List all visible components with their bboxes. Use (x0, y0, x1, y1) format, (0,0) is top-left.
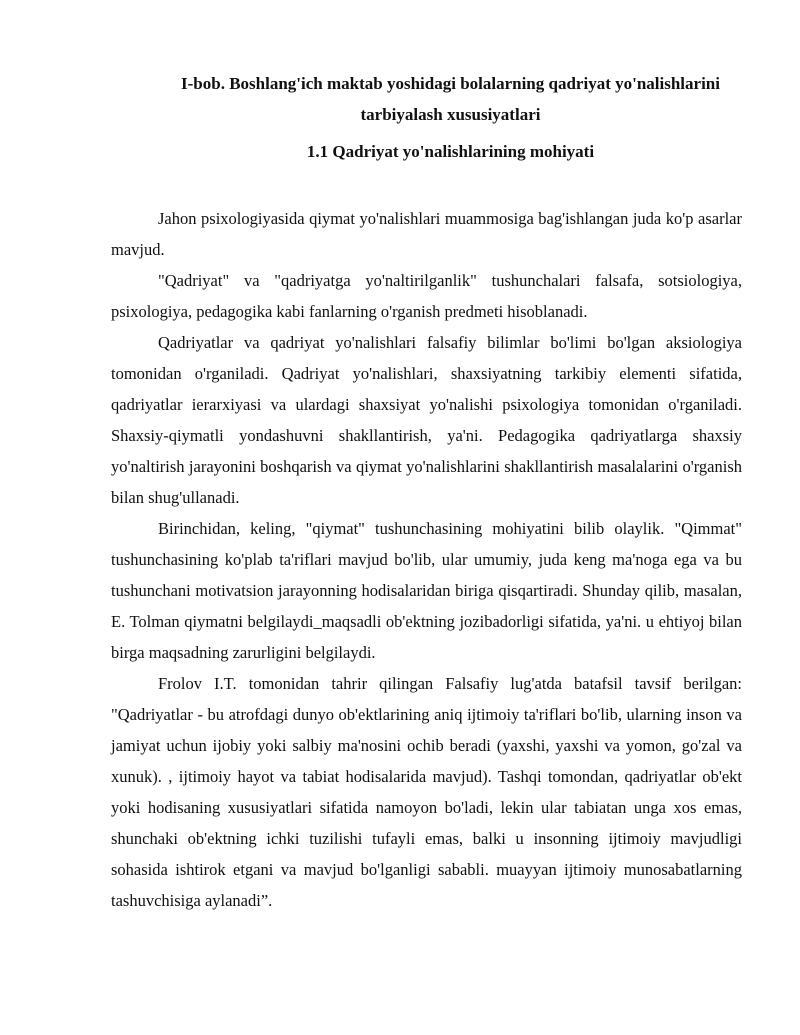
chapter-title-line-2: tarbiyalash xususiyatlari (360, 105, 541, 124)
document-body (111, 203, 742, 916)
paragraph: Frolov I.T. tomonidan tahrir qilingan Falsafiy lug'atda batafsil tavsif berilgan: "Qadriyatlar - bu atrofdagi dunyo ob'ektlarining aniq ijtimoiy ta'riflari bo'lib, ularning inson va jamiyat uchun ijobiy yoki salbiy ma'nosini ochib beradi (yaxshi, yaxshi va yomon, go'zal va xunuk). , ijtimoiy hayot va tabiat hodisalarida mavjud). Tashqi tomondan, qadriyatlar ob'ekt yoki hodisaning xususiyatlari sifatida namoyon bo'ladi, lekin ular tabiatan unga xos emas, shunchaki ob'ektning ichki tuzilishi tufayli emas, balki u insonning ijtimoiy mavjudligi sohasida ishtirok etgani va mavjud bo'lganligi sababli. muayyan ijtimoiy munosabatlarning tashuvchisiga aylanadi”. (111, 674, 742, 910)
chapter-title-line-1: I-bob. Boshlang'ich maktab yoshidagi bolalarning qadriyat yo'nalishlarini (181, 74, 720, 93)
document-page (111, 68, 742, 916)
paragraph: Jahon psixologiyasida qiymat yo'nalishlari muammosiga bag'ishlangan juda ko'p asarlar mavjud. (111, 209, 742, 259)
paragraph: "Qadriyat" va "qadriyatga yo'naltirilganlik" tushunchalari falsafa, sotsiologiya, psixologiya, pedagogika kabi fanlarning o'rganish predmeti hisoblanadi. (111, 271, 742, 321)
section-title: 1.1 Qadriyat yo'nalishlarining mohiyati (306, 142, 595, 161)
chapter-title (111, 68, 742, 130)
paragraph: Qadriyatlar va qadriyat yo'nalishlari falsafiy bilimlar bo'limi bo'lgan aksiologiya tomonidan o'rganiladi. Qadriyat yo'nalishlari, shaxsiyatning tarkibiy elementi sifatida, qadriyatlar ierarxiyasi va ulardagi shaxsiyat yo'nalishi psixologiya tomonidan o'rganiladi. Shaxsiy-qiymatli yondashuvni shakllantirish, ya'ni. Pedagogika qadriyatlarga shaxsiy yo'naltirish jarayonini boshqarish va qiymat yo'nalishlarini shakllantirish masalalarini o'rganish bilan shug'ullanadi. (111, 333, 742, 507)
paragraph: Birinchidan, keling, "qiymat" tushunchasining mohiyatini bilib olaylik. "Qimmat" tushunchasining ko'plab ta'riflari mavjud bo'lib, ular umumiy, juda keng ma'noga ega va bu tushunchani motivatsion jarayonning hodisalaridan biriga qisqartiradi. Shunday qilib, masalan, E. Tolman qiymatni belgilaydi_maqsadli ob'ektning jozibadorligi sifatida, ya'ni. u ehtiyoj bilan birga maqsadning zarurligini belgilaydi. (111, 519, 742, 662)
